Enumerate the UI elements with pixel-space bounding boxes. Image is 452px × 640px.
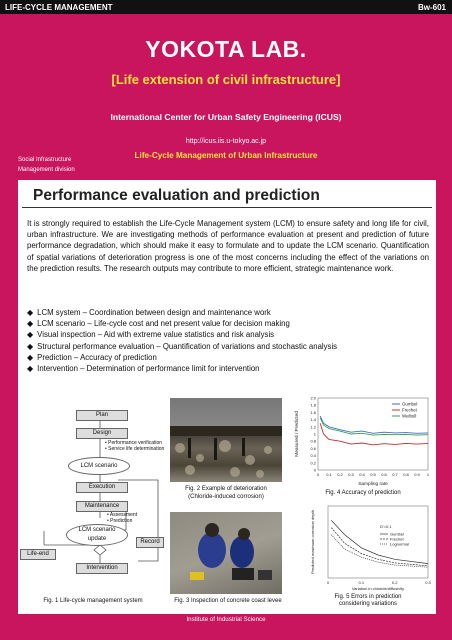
x-tick-label: 0.8 (403, 472, 409, 477)
y-tick-label: 1.8 (310, 402, 316, 408)
inspectors-image (170, 512, 282, 594)
fig3-caption: Fig. 3 Inspection of concrete coast levee (174, 598, 282, 604)
legend-label: Gumbel (390, 531, 405, 537)
bullet-item: ◆ Intervention – Determination of performance limit for intervention (27, 364, 260, 374)
fig5-caption: Fig. 5 Errors in prediction considering variations (334, 594, 402, 607)
top-bar (0, 0, 452, 14)
y-tick-label: 0.6 (310, 445, 316, 451)
y-axis-label: Predicted maximum corrosion depth (310, 509, 315, 575)
x-tick-label: 0.4 (359, 472, 365, 477)
flow-lcm-scenario-update: LCM scenario update (66, 524, 128, 546)
x-tick-label: 0.9 (414, 472, 420, 477)
bullet-item: ◆ LCM system – Coordination between design and maintenance work (27, 308, 271, 317)
header (0, 14, 452, 180)
y-tick-label: 1.6 (310, 409, 316, 415)
legend-label: Lognormal (390, 541, 409, 547)
section-title: Performance evaluation and prediction (33, 187, 320, 204)
y-tick-label: 1.4 (310, 417, 316, 423)
division-line-1: Social Infrastructure (18, 157, 72, 163)
flow-design: Design (76, 428, 128, 439)
x-axis-label: Sampling rate (358, 482, 388, 487)
diamond-icon: ◆ (27, 319, 34, 329)
prediction-error-chart (306, 502, 434, 592)
diamond-icon: ◆ (27, 308, 34, 317)
flow-record: Record (136, 537, 164, 548)
design-notes: • Performance verification • Service life determination (105, 440, 165, 452)
bullet-item: ◆ Prediction – Accuracy of prediction (27, 352, 157, 362)
maintenance-notes: • Assessment • Prediction (107, 512, 138, 524)
flow-intervention: Intervention (76, 563, 128, 574)
lab-name: YOKOTA LAB. (145, 36, 307, 62)
division-line-2: Management division (18, 167, 75, 173)
diamond-icon: ◆ (27, 364, 34, 374)
y-tick-label: 0 (313, 467, 316, 473)
y-tick-label: 0.8 (310, 438, 316, 444)
diamond-icon: ◆ (27, 352, 34, 362)
intro-paragraph: It is strongly required to establish the Life-Cycle Management system (LCM) to ensure safety and long life for civil, urban infrastructure. We are investigating methods of performance evaluation at present and prediction of future performance degradation, which should make it easy to formulate and to update the LCM scenario. Quantification of spatial variations of deterioration progress is one of the most concerns including the effect of the variations on the prediction results. The research outputs may contribute to more efficient, strategic maintenance work. (27, 219, 429, 273)
y-tick-label: 0.4 (310, 453, 316, 459)
flow-maintenance: Maintenance (76, 501, 128, 512)
inspection-photo (170, 512, 282, 594)
footer-institute: Institute of Industrial Science (186, 616, 266, 623)
flow-plan: Plan (76, 410, 128, 421)
diamond-icon: ◆ (27, 341, 34, 351)
legend-label: Gumbel (402, 401, 418, 407)
title-rule (22, 207, 432, 208)
corroded-rebar-image (170, 398, 282, 482)
poster-code: Bw-601 (417, 3, 446, 12)
x-tick-label: 0 (316, 472, 320, 477)
y-tick-label: 1.2 (310, 424, 316, 430)
y-tick-label: 2.0 (310, 395, 316, 401)
flow-lcm-scenario: LCM scenario (68, 457, 130, 475)
bullet-item: ◆ LCM scenario – Life-cycle cost and net present value for decision making (27, 319, 290, 329)
x-tick-label: 0.3 (348, 472, 354, 477)
y-axis-label: Measured / Predicted (295, 411, 300, 457)
legend-label: Frechet (402, 407, 417, 413)
fig2-caption: Fig. 2 Example of deterioration (Chloride-induced corrosion) (185, 486, 267, 500)
top-bar-title: LIFE-CYCLE MANAGEMENT (5, 3, 113, 12)
x-tick-label: 1 (426, 472, 430, 477)
accuracy-chart (290, 392, 436, 490)
x-axis-label: Variation in chloride/diffusivity (351, 586, 405, 591)
center-url[interactable]: http://icus.iis.u-tokyo.ac.jp (185, 138, 267, 145)
x-tick-label: 0.2 (391, 580, 398, 585)
y-tick-label: 0.2 (310, 460, 316, 466)
lab-subtitle: [Life extension of civil infrastructure] (111, 72, 341, 87)
plot-area (328, 506, 428, 578)
fig4-caption: Fig. 4 Accuracy of prediction (325, 490, 401, 496)
lcm-title: Life-Cycle Management of Urban Infrastructure (134, 151, 318, 160)
x-tick-label: 0.2 (337, 472, 343, 477)
x-tick-label: 0.1 (326, 472, 332, 477)
legend-header: D'=0.1 (380, 524, 392, 529)
y-tick-label: 1 (313, 431, 316, 437)
flow-life-end: Life-end (20, 549, 56, 560)
bullet-list (27, 307, 433, 374)
bullet-item: ◆ Visual inspection – Aid with extreme value statistics and risk analysis (27, 330, 275, 340)
content-panel (18, 180, 436, 614)
x-tick-label: 0.5 (370, 472, 376, 477)
center-name: International Center for Urban Safety Engineering (ICUS) (110, 112, 342, 122)
x-tick-label: 0.7 (392, 472, 398, 477)
flow-execution: Execution (76, 482, 128, 493)
bullet-item: ◆ Structural performance evaluation – Quantification of variations and stochastic analysis (27, 341, 338, 351)
legend-label: Weibull (402, 413, 417, 419)
x-tick-label: 0.6 (381, 472, 387, 477)
x-tick-label: 0.3 (425, 580, 431, 585)
diamond-icon: ◆ (27, 330, 34, 340)
x-tick-label: 0 (326, 580, 330, 585)
deterioration-photo (170, 398, 282, 482)
fig1-caption: Fig. 1 Life-cycle management system (43, 598, 143, 604)
legend-label: Frechet (390, 536, 404, 542)
x-tick-label: 0.1 (358, 580, 365, 585)
